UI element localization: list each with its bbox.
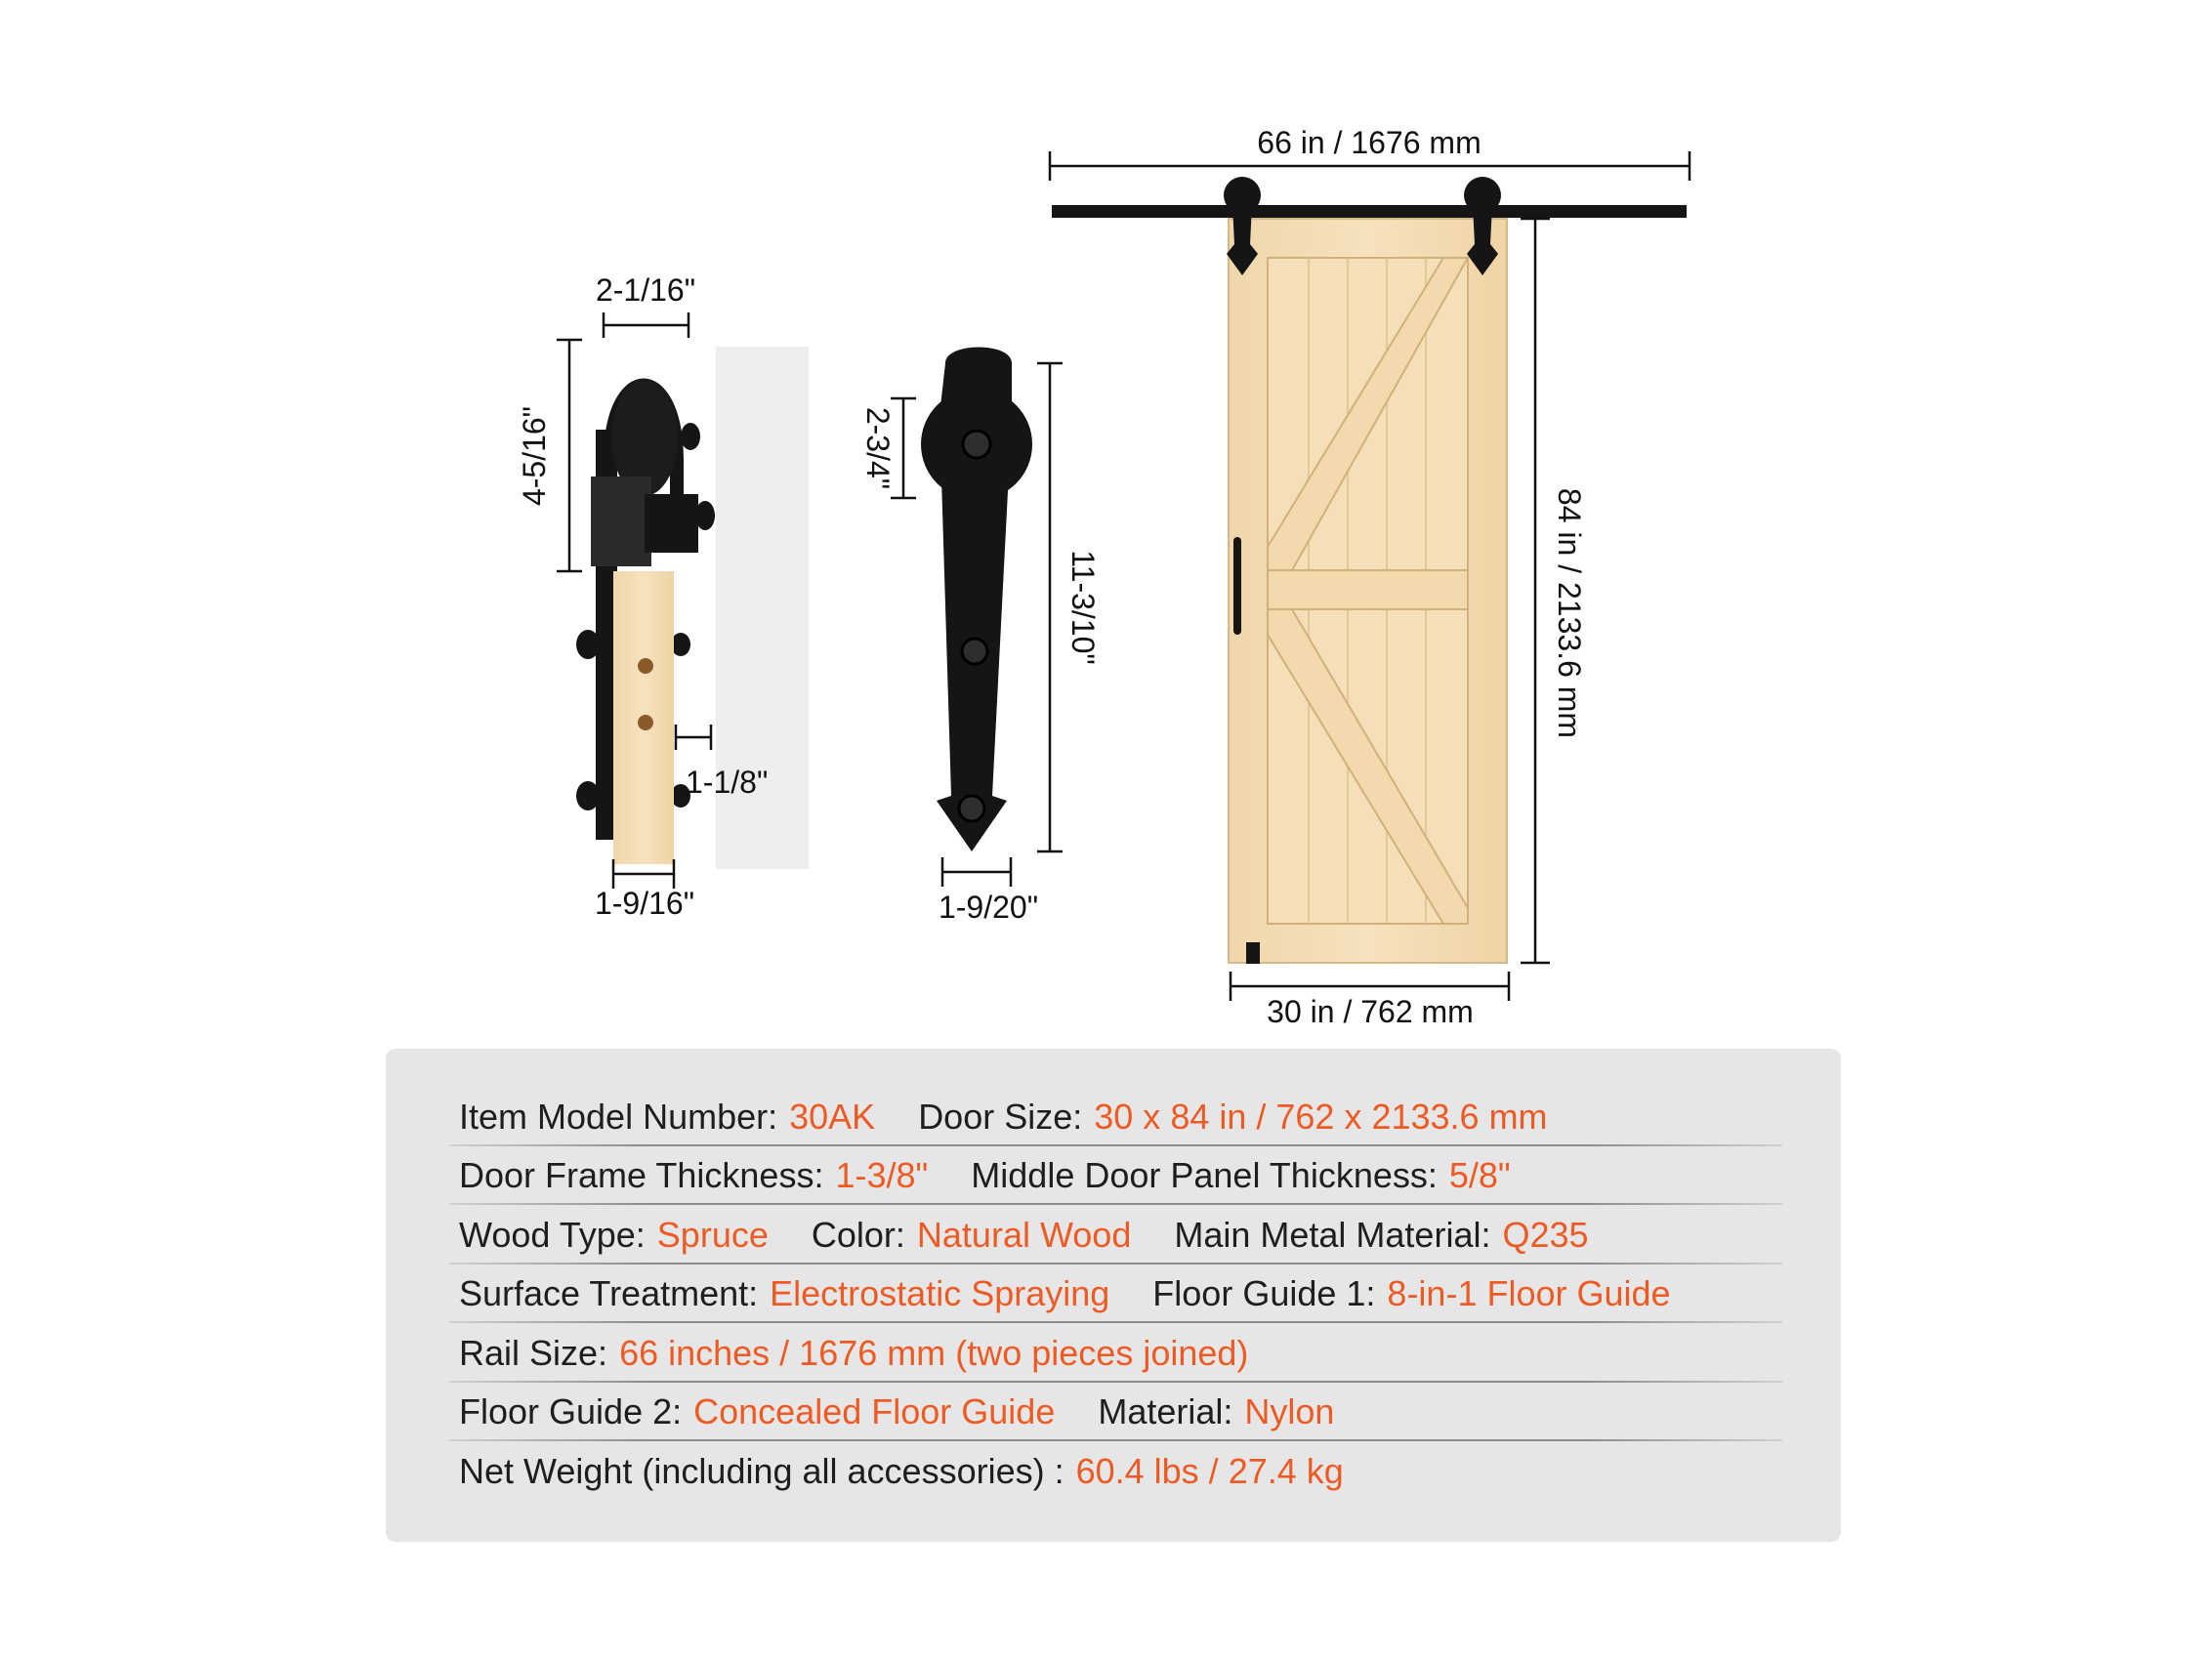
spec-label: Net Weight (including all accessories) : <box>459 1451 1064 1491</box>
door-middle-rail <box>1268 570 1468 609</box>
front-bottom-bolt <box>959 796 984 821</box>
spec-item <box>459 1391 1055 1432</box>
spec-item <box>459 1215 769 1256</box>
spec-value: Concealed Floor Guide <box>693 1391 1056 1431</box>
spec-label: Surface Treatment: <box>459 1273 759 1313</box>
spec-label: Door Size: <box>918 1097 1083 1137</box>
front-wheel-label: 2-3/4" <box>860 406 896 490</box>
side-bolt-hole-top <box>638 658 653 674</box>
spec-value: 30AK <box>789 1097 876 1137</box>
spec-label: Rail Size: <box>459 1333 608 1373</box>
hanger-side-view <box>517 272 809 921</box>
side-frame-label: 1-9/16" <box>594 886 695 921</box>
spec-item <box>459 1155 928 1196</box>
spec-item <box>459 1273 1109 1314</box>
spec-item <box>1098 1391 1334 1432</box>
spec-row <box>459 1088 1782 1146</box>
side-bracket-bolt <box>695 501 715 530</box>
door-width-label: 30 in / 762 mm <box>1267 994 1474 1029</box>
front-wheel-bolt <box>963 431 990 458</box>
side-wheel-bolt <box>681 423 700 450</box>
spec-row <box>459 1324 1782 1383</box>
spec-value: Electrostatic Spraying <box>770 1273 1110 1313</box>
spec-value: 1-3/8" <box>835 1155 929 1195</box>
spec-item <box>459 1451 1344 1492</box>
spec-value: 60.4 lbs / 27.4 kg <box>1075 1451 1344 1491</box>
spec-label: Door Frame Thickness: <box>459 1155 824 1195</box>
specifications-panel <box>386 1049 1841 1542</box>
spec-value: 66 inches / 1676 mm (two pieces joined) <box>619 1333 1249 1373</box>
spec-value: 8-in-1 Floor Guide <box>1387 1273 1671 1313</box>
door-height-label: 84 in / 2133.6 mm <box>1552 487 1587 739</box>
spec-row <box>459 1265 1782 1323</box>
spec-value: Natural Wood <box>916 1215 1132 1255</box>
front-length-label: 11-3/10" <box>1065 550 1101 665</box>
side-bolt-bottom <box>576 781 600 810</box>
side-bracket-arm <box>645 494 698 553</box>
spec-item <box>1152 1273 1670 1314</box>
side-bolt-hole-bottom <box>638 715 653 730</box>
spec-label: Item Model Number: <box>459 1097 778 1137</box>
side-bracket <box>591 477 651 566</box>
spec-value: Q235 <box>1502 1215 1589 1255</box>
spec-value: Nylon <box>1244 1391 1335 1431</box>
spec-row <box>459 1442 1782 1501</box>
side-width-label: 2-1/16" <box>595 272 696 308</box>
spec-value: 30 x 84 in / 762 x 2133.6 mm <box>1094 1097 1548 1137</box>
spec-label: Material: <box>1098 1391 1233 1431</box>
spec-row <box>459 1146 1782 1205</box>
spec-row <box>459 1383 1782 1441</box>
spec-item <box>918 1097 1547 1138</box>
spec-item <box>971 1155 1510 1196</box>
side-height-label: 4-5/16" <box>517 405 552 507</box>
rail-length-label: 66 in / 1676 mm <box>1257 125 1482 160</box>
side-gap-label: 1-1/8" <box>686 765 769 800</box>
spec-row <box>459 1206 1782 1265</box>
spec-label: Floor Guide 1: <box>1152 1273 1376 1313</box>
spec-label: Color: <box>811 1215 905 1255</box>
spec-item <box>459 1097 875 1138</box>
door-handle <box>1233 537 1241 635</box>
spec-item <box>1174 1215 1588 1256</box>
door-floor-guide <box>1246 942 1260 964</box>
spec-item <box>812 1215 1131 1256</box>
spec-label: Floor Guide 2: <box>459 1391 683 1431</box>
sliding-rail <box>1052 205 1687 218</box>
spec-label: Main Metal Material: <box>1174 1215 1491 1255</box>
spec-item <box>459 1333 1248 1374</box>
barn-door-assembly <box>1050 125 1690 1029</box>
spec-value: Spruce <box>656 1215 769 1255</box>
front-strap-width-label: 1-9/20" <box>938 890 1039 925</box>
front-middle-bolt <box>962 639 987 664</box>
spec-label: Middle Door Panel Thickness: <box>971 1155 1438 1195</box>
hanger-front-view <box>860 348 1101 926</box>
side-bolt-top <box>576 630 600 659</box>
spec-label: Wood Type: <box>459 1215 646 1255</box>
spec-value: 5/8" <box>1448 1155 1511 1195</box>
